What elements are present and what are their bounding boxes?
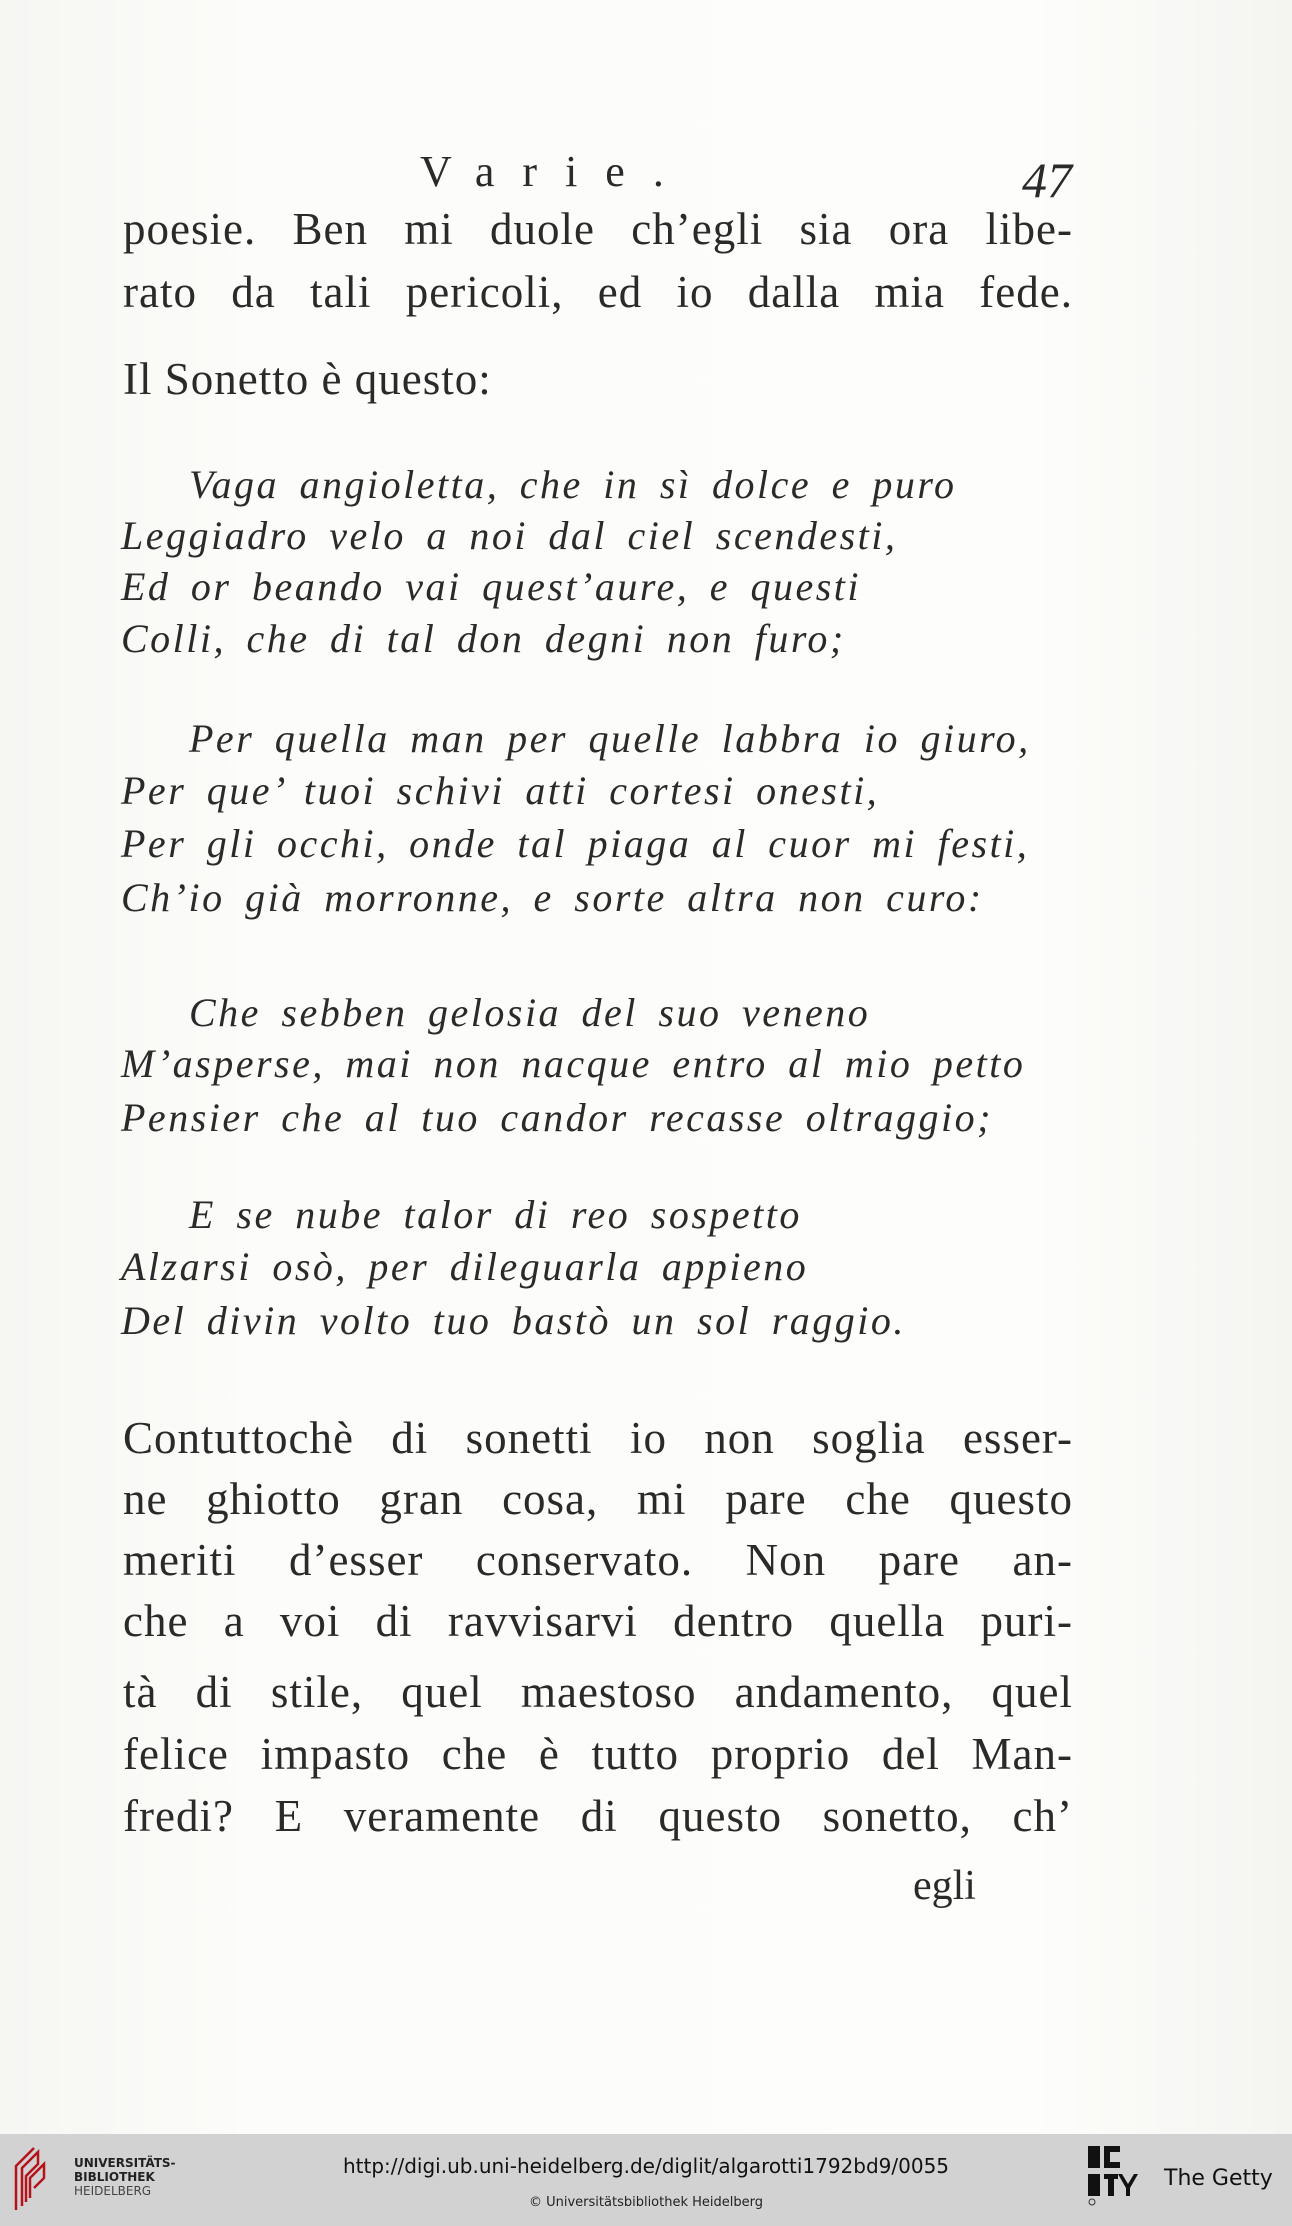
verse-line: M’asperse, mai non nacque entro al mio petto bbox=[121, 1041, 1026, 1086]
verse-line: Ch’io già morronne, e sorte altra non curo: bbox=[121, 875, 984, 920]
verse-line: E se nube talor di reo sospetto bbox=[189, 1192, 802, 1237]
prose-line: che a voi di ravvisarvi dentro quella puri- bbox=[123, 1596, 1073, 1646]
library-name-line: UNIVERSITÄTS- bbox=[74, 2156, 176, 2170]
verse-line: Ed or beando vai quest’aure, e questi bbox=[121, 564, 862, 609]
verse-line: Per que’ tuoi schivi atti cortesi onesti, bbox=[121, 768, 880, 813]
verse-line: Pensier che al tuo candor recasse oltraggio; bbox=[121, 1095, 993, 1140]
prose-line: felice impasto che è tutto proprio del Man- bbox=[123, 1729, 1073, 1779]
page-number: 47 bbox=[1022, 152, 1072, 208]
verse-line: Per gli occhi, onde tal piaga al cuor mi festi, bbox=[121, 821, 1030, 866]
prose-line: rato da tali pericoli, ed io dalla mia fede. bbox=[123, 267, 1073, 317]
library-name-line: BIBLIOTHEK bbox=[74, 2170, 155, 2184]
sonnet-intro: Il Sonetto è questo: bbox=[123, 354, 492, 404]
verse-line: Vaga angioletta, che in sì dolce e puro bbox=[189, 462, 957, 507]
verse-line: Del divin volto tuo bastò un sol raggio. bbox=[121, 1298, 906, 1343]
running-title: Varie. bbox=[420, 147, 692, 196]
catchword: egli bbox=[913, 1863, 976, 1909]
permalink-url[interactable]: http://digi.ub.uni-heidelberg.de/diglit/algarotti1792bd9/0055 bbox=[342, 2154, 950, 2178]
verse-line: Colli, che di tal don degni non furo; bbox=[121, 616, 846, 661]
verse-line: Che sebben gelosia del suo veneno bbox=[189, 990, 871, 1035]
prose-line: tà di stile, quel maestoso andamento, quel bbox=[123, 1667, 1073, 1717]
library-name-line: HEIDELBERG bbox=[74, 2184, 152, 2198]
copyright-notice: © Universitätsbibliothek Heidelberg bbox=[528, 2195, 763, 2210]
prose-line: ne ghiotto gran cosa, mi pare che questo bbox=[123, 1474, 1073, 1524]
verse-line: Alzarsi osò, per dileguarla appieno bbox=[121, 1244, 809, 1289]
prose-line: meriti d’esser conservato. Non pare an- bbox=[123, 1535, 1073, 1585]
getty-label: The Getty bbox=[1164, 2166, 1273, 2191]
prose-line: fredi? E veramente di questo sonetto, ch’ bbox=[123, 1791, 1073, 1841]
verse-line: Per quella man per quelle labbra io giuro, bbox=[189, 716, 1031, 761]
verse-line: Leggiadro velo a noi dal ciel scendesti, bbox=[121, 513, 898, 558]
prose-line: poesie. Ben mi duole ch’egli sia ora libe- bbox=[123, 204, 1073, 254]
getty-logo-icon bbox=[1086, 2144, 1138, 2206]
footer-bar bbox=[0, 2134, 1292, 2226]
prose-line: Contuttochè di sonetti io non soglia esser- bbox=[123, 1413, 1073, 1463]
